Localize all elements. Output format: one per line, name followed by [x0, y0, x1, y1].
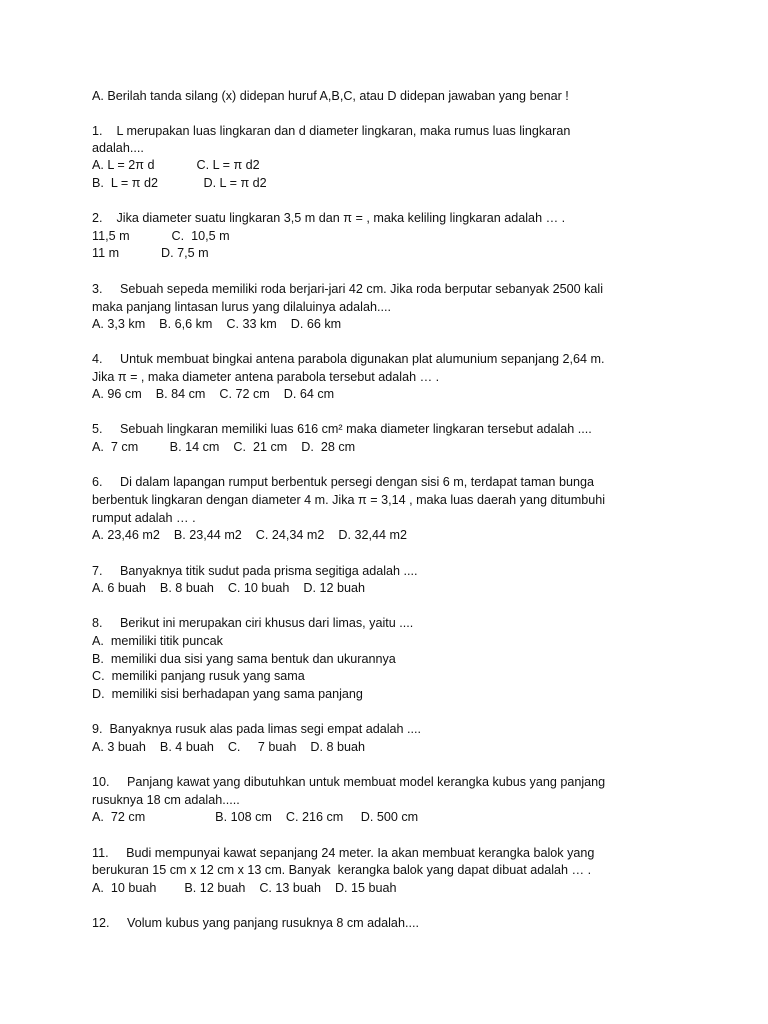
question-10-text-cont: rusuknya 18 cm adalah..... — [92, 793, 240, 807]
question-5-text: 5. Sebuah lingkaran memiliki luas 616 cm² maka diameter lingkaran tersebut adalah .... — [92, 422, 592, 436]
question-1-options-ac: A. L = 2π d C. L = π d2 — [92, 158, 260, 172]
question-8-option-c: C. memiliki panjang rusuk yang sama — [92, 669, 305, 683]
question-11-options: A. 10 buah B. 12 buah C. 13 buah D. 15 buah — [92, 881, 397, 895]
question-8-option-a: A. memiliki titik puncak — [92, 634, 223, 648]
question-3-options: A. 3,3 km B. 6,6 km C. 33 km D. 66 km — [92, 317, 342, 331]
question-4-text: 4. Untuk membuat bingkai antena parabola digunakan plat alumunium sepanjang 2,64 m. — [92, 352, 605, 366]
question-7-options: A. 6 buah B. 8 buah C. 10 buah D. 12 buah — [92, 581, 366, 595]
question-6-text-cont: berbentuk lingkaran dengan diameter 4 m. Jika π = 3,14 , maka luas daerah yang ditumbuhi — [92, 493, 606, 507]
question-2-text: 2. Jika diameter suatu lingkaran 3,5 m dan π = , maka keliling lingkaran adalah … . — [92, 211, 566, 225]
question-2-options-ac: 11,5 m C. 10,5 m — [92, 229, 230, 243]
question-8-option-d: D. memiliki sisi berhadapan yang sama panjang — [92, 687, 363, 701]
question-11-text: 11. Budi mempunyai kawat sepanjang 24 meter. Ia akan membuat kerangka balok yang — [92, 846, 595, 860]
question-7-text: 7. Banyaknya titik sudut pada prisma segitiga adalah .... — [92, 564, 418, 578]
question-3-text: 3. Sebuah sepeda memiliki roda berjari-jari 42 cm. Jika roda berputar sebanyak 2500 kali — [92, 282, 604, 296]
question-12-text: 12. Volum kubus yang panjang rusuknya 8 cm adalah.... — [92, 916, 419, 930]
question-4-options: A. 96 cm B. 84 cm C. 72 cm D. 64 cm — [92, 387, 335, 401]
question-6-text: 6. Di dalam lapangan rumput berbentuk persegi dengan sisi 6 m, terdapat taman bunga — [92, 475, 594, 489]
question-11-text-cont: berukuran 15 cm x 12 cm x 13 cm. Banyak kerangka balok yang dapat dibuat adalah … . — [92, 863, 592, 877]
question-1-text-cont: adalah.... — [92, 141, 144, 155]
question-1-text: 1. L merupakan luas lingkaran dan d diameter lingkaran, maka rumus luas lingkaran — [92, 124, 571, 138]
question-6-text-cont-2: rumput adalah … . — [92, 511, 196, 525]
question-8-text: 8. Berikut ini merupakan ciri khusus dari limas, yaitu .... — [92, 616, 414, 630]
question-10-text: 10. Panjang kawat yang dibutuhkan untuk membuat model kerangka kubus yang panjang — [92, 775, 606, 789]
question-3-text-cont: maka panjang lintasan lurus yang dilaluinya adalah.... — [92, 300, 391, 314]
question-1-options-bd: B. L = π d2 D. L = π d2 — [92, 176, 267, 190]
question-9-options: A. 3 buah B. 4 buah C. 7 buah D. 8 buah — [92, 740, 366, 754]
instruction-text: A. Berilah tanda silang (x) didepan huruf A,B,C, atau D didepan jawaban yang benar ! — [92, 89, 569, 103]
question-4-text-cont: Jika π = , maka diameter antena parabola tersebut adalah … . — [92, 370, 440, 384]
question-2-options-bd: 11 m D. 7,5 m — [92, 246, 209, 260]
question-9-text: 9. Banyaknya rusuk alas pada limas segi empat adalah .... — [92, 722, 422, 736]
question-5-options: A. 7 cm B. 14 cm C. 21 cm D. 28 cm — [92, 440, 356, 454]
question-10-options: A. 72 cm B. 108 cm C. 216 cm D. 500 cm — [92, 810, 419, 824]
question-8-option-b: B. memiliki dua sisi yang sama bentuk dan ukurannya — [92, 652, 396, 666]
question-6-options: A. 23,46 m2 B. 23,44 m2 C. 24,34 m2 D. 32,44 m2 — [92, 528, 408, 542]
